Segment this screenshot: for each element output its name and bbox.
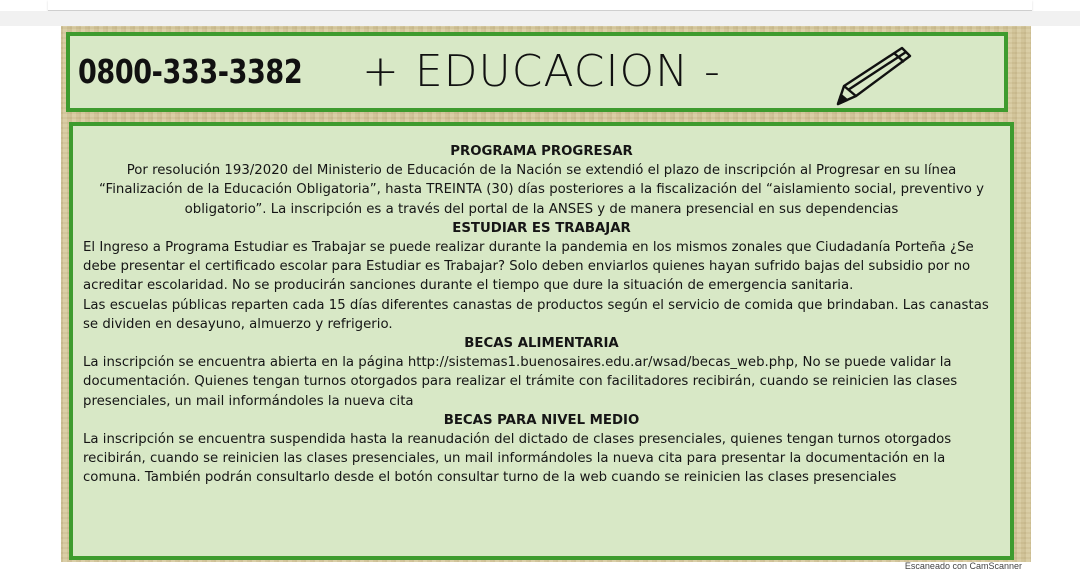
heading-estudiar-es-trabajar: ESTUDIAR ES TRABAJAR: [452, 220, 631, 236]
phone-number: 0800-333-3382: [78, 52, 303, 91]
becas-alimentaria-paragraph: La inscripción se encuentra abierta en la página http://sistemas1.buenosaires.edu.ar/wsad/becas_web.php, No se puede validar la documentación. Quienes tengan turnos otorgados para realizar el trámite con facilitadores recibirán, cuando se reinicien las clases presenciales, un mail informándoles la nueva cita: [83, 355, 958, 409]
progresar-paragraph: Por resolución 193/2020 del Ministerio de Educación de la Nación se extendió el plazo de inscripción al Progresar en su línea “Finalización de la Educación Obligatoria”, hasta TREINTA (30) días posteriores a la fiscalización del “aislamiento social, preventivo y obligatorio”. La inscripción es a través del portal de la ANSES y de manera presencial en sus dependencias: [99, 163, 984, 217]
estudiar-paragraph-1: El Ingreso a Programa Estudiar es Trabajar se puede realizar durante la pandemia en los mismos zonales que Ciudadanía Porteña ¿Se debe presentar el certificado escolar para Estudiar es Trabajar? Solo deben enviarlos quienes hayan sufrido bajas del subsidio por no acreditar escolaridad. No se producirán sanciones durante el tiempo que dure la situación de emergencia sanitaria.: [83, 240, 974, 294]
heading-becas-alimentaria: BECAS ALIMENTARIA: [464, 336, 619, 352]
estudiar-paragraph-2: Las escuelas públicas reparten cada 15 días diferentes canastas de productos según el servicio de comida que brindaban. Las canastas se dividen en desayuno, almuerzo y refrigerio.: [83, 297, 989, 332]
page-title: + EDUCACION -: [362, 46, 721, 97]
content-box: [69, 122, 1014, 560]
previous-page-watermark: [855, 0, 972, 1]
heading-programa-progresar: PROGRAMA PROGRESAR: [450, 144, 633, 159]
pencil-icon: [830, 42, 920, 108]
heading-becas-nivel-medio: BECAS PARA NIVEL MEDIO: [443, 412, 640, 428]
header-box: [66, 32, 1008, 112]
page-gap: [0, 11, 1080, 26]
becas-nivel-medio-paragraph: La inscripción se encuentra suspendida hasta la reanudación del dictado de clases presenciales, quienes tengan turnos otorgados recibirán, cuando se reinicien las clases presenciales, un mail informándoles la nueva cita para presentar la documentación en la comuna. También podrán consultarlo desde el botón consultar turno de la web cuando se reinicien las clases presenciales: [83, 432, 952, 486]
scanner-watermark: Escaneado con CamScanner: [904, 561, 1022, 571]
previous-page-edge: [48, 0, 1032, 11]
